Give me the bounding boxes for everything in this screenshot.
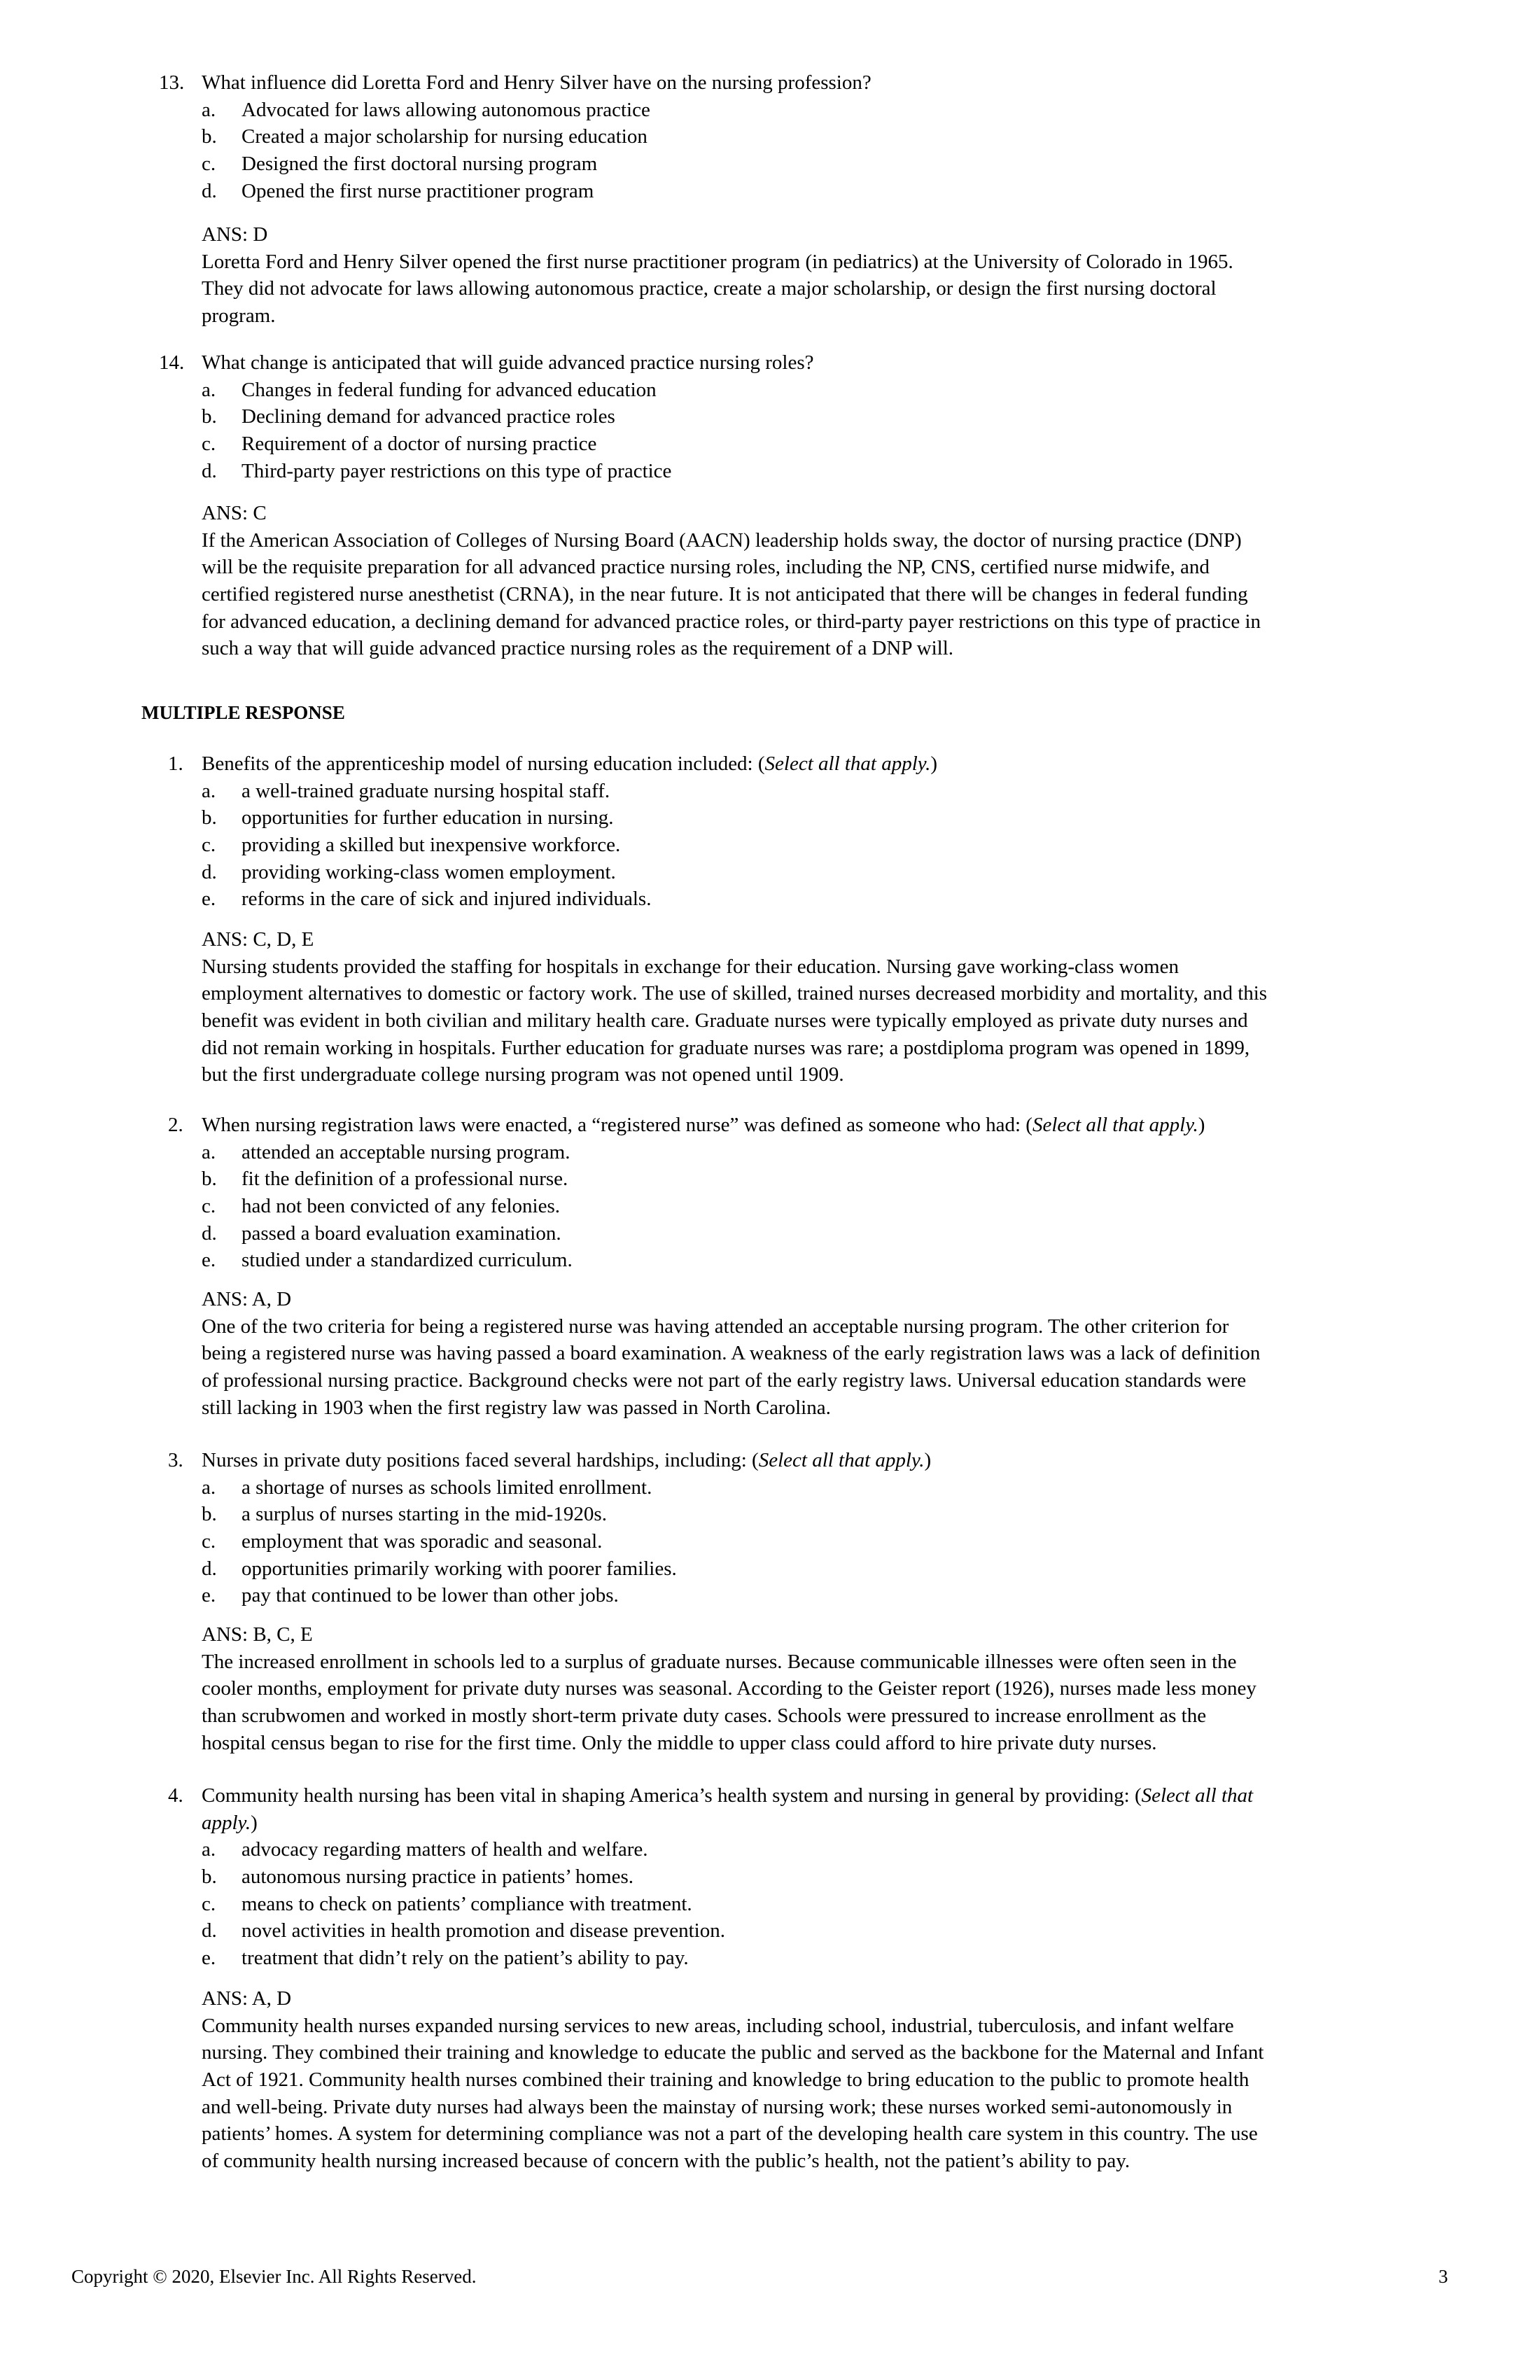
option-a: a. attended an acceptable nursing program. xyxy=(202,1140,570,1163)
option-d: d. passed a board evaluation examination. xyxy=(202,1222,561,1245)
rationale-line: being a registered nurse was having passed a board examination. A weakness of the early registration laws was a lack of definition xyxy=(202,1342,1261,1365)
answer-key: ANS: A, D xyxy=(202,1288,292,1310)
option-a: a. Changes in federal funding for advanced education xyxy=(202,378,657,401)
answer-key: ANS: D xyxy=(202,223,268,246)
rationale-line: of community health nursing increased because of concern with the public’s health, not the patient’s ability to pay. xyxy=(202,2150,1130,2173)
rationale-line: will be the requisite preparation for all advanced practice nursing roles, including the NP, CNS, certified nurse midwife, and xyxy=(202,556,1210,579)
rationale-line: cooler months, employment for private duty nurses was seasonal. According to the Geister report (1926), nurses made less money xyxy=(202,1677,1256,1700)
answer-key: ANS: C, D, E xyxy=(202,928,314,951)
rationale-line: They did not advocate for laws allowing autonomous practice, create a major scholarship, or design the first nursing doctoral xyxy=(202,277,1217,300)
page-number: 3 xyxy=(1438,2266,1448,2287)
option-b: b. a surplus of nurses starting in the mid-1920s. xyxy=(202,1503,607,1526)
question-14 xyxy=(0,349,1540,484)
option-b: b. autonomous nursing practice in patients’ homes. xyxy=(202,1865,634,1889)
option-d: d. Opened the first nurse practitioner program xyxy=(202,179,594,202)
mr-answer-4 xyxy=(0,1985,1540,2175)
section-heading-block xyxy=(0,699,1540,727)
copyright-text: Copyright © 2020, Elsevier Inc. All Rights Reserved. xyxy=(71,2266,477,2287)
mr-question-4: 4. Community health nursing has been vital in shaping America’s health system and nursing in general by providing: (Select all that apply.) a. advocacy regarding matters of health and welfare. b. autonomous nursing practice in patients’ homes. c. means to check on patients’ compliance with treatment. d. novel activities in health promotion and disease prevention. e. treatment that didn’t rely on the patient’s ability to pay. xyxy=(0,1782,1540,1972)
rationale-line: nursing. They combined their training and knowledge to educate the public and served as the backbone for the Maternal and Infant xyxy=(202,2041,1264,2064)
rationale-line: One of the two criteria for being a registered nurse was having attended an acceptable nursing program. The other criterion for xyxy=(202,1315,1229,1338)
rationale-line: Nursing students provided the staffing for hospitals in exchange for their education. Nursing gave working-class women xyxy=(202,955,1179,978)
rationale-line: and well-being. Private duty nurses had always been the mainstay of nursing work; these nurses worked semi-autonomously in xyxy=(202,2095,1233,2118)
rationale-line: Community health nurses expanded nursing services to new areas, including school, industrial, tuberculosis, and infant welfare xyxy=(202,2014,1234,2037)
mr-answer-2 xyxy=(0,1286,1540,1421)
option-a: a. Advocated for laws allowing autonomous practice xyxy=(202,98,650,121)
option-a: a. advocacy regarding matters of health and welfare. xyxy=(202,1838,648,1861)
option-d: d. novel activities in health promotion and disease prevention. xyxy=(202,1919,725,1942)
rationale-line: still lacking in 1903 when the first registry law was passed in North Carolina. xyxy=(202,1396,831,1419)
mr-question-2 xyxy=(0,1112,1540,1274)
option-d: d. opportunities primarily working with poorer families. xyxy=(202,1557,677,1580)
rationale-line: program. xyxy=(202,304,276,328)
mr-question-3 xyxy=(0,1447,1540,1609)
option-b: b. Created a major scholarship for nursing education xyxy=(202,125,648,148)
answer-key: ANS: A, D xyxy=(202,1987,292,2010)
option-c: c. Requirement of a doctor of nursing practice xyxy=(202,433,597,456)
rationale-line: employment alternatives to domestic or factory work. The use of skilled, trained nurses decreased morbidity and mortality, and this xyxy=(202,982,1268,1005)
question-number: 3. xyxy=(168,1449,183,1471)
question-text: What influence did Loretta Ford and Henry Silver have on the nursing profession? xyxy=(202,71,872,94)
option-b: b. opportunities for further education in nursing. xyxy=(202,806,614,830)
option-c: c. had not been convicted of any felonies. xyxy=(202,1195,560,1218)
option-c: c. providing a skilled but inexpensive workforce. xyxy=(202,834,621,857)
answer-key: ANS: B, C, E xyxy=(202,1623,313,1646)
option-c: c. employment that was sporadic and seasonal. xyxy=(202,1530,603,1553)
rationale-line: did not remain working in hospitals. Further education for graduate nurses was rare; a postdiploma program was opened in 1899, xyxy=(202,1036,1250,1059)
rationale-line: hospital census began to rise for the first time. Only the middle to upper class could afford to hire private duty nurses. xyxy=(202,1731,1157,1754)
rationale-line: certified registered nurse anesthetist (CRNA), in the near future. It is not anticipated that there will be changes in federal funding xyxy=(202,583,1248,606)
option-e: e. pay that continued to be lower than other jobs. xyxy=(202,1584,619,1607)
question-text: Nurses in private duty positions faced several hardships, including: (Select all that apply.) xyxy=(202,1449,932,1471)
option-b: b. fit the definition of a professional nurse. xyxy=(202,1168,568,1191)
question-text: When nursing registration laws were enacted, a “registered nurse” was defined as someone who had: (Select all that apply.) xyxy=(202,1114,1205,1136)
question-number: 13. xyxy=(159,71,185,94)
question-13 xyxy=(0,69,1540,204)
section-heading: MULTIPLE RESPONSE xyxy=(141,702,345,723)
question-number: 14. xyxy=(159,351,185,374)
answer-key: ANS: C xyxy=(202,502,267,524)
mr-answer-3 xyxy=(0,1621,1540,1756)
rationale-line: Loretta Ford and Henry Silver opened the first nurse practitioner program (in pediatrics) at the University of Colorado in 1965. xyxy=(202,250,1233,273)
question-text: Community health nursing has been vital in shaping America’s health system and nursing in general by providing: (Select all that xyxy=(202,1784,1254,1807)
option-d: d. Third-party payer restrictions on this type of practice xyxy=(202,459,672,482)
option-d: d. providing working-class women employment. xyxy=(202,860,616,883)
question-number: 1. xyxy=(168,752,183,775)
rationale-line: The increased enrollment in schools led to a surplus of graduate nurses. Because communicable illnesses were often seen in the xyxy=(202,1650,1237,1673)
option-e: e. treatment that didn’t rely on the patient’s ability to pay. xyxy=(202,1947,689,1970)
option-e: e. reforms in the care of sick and injured individuals. xyxy=(202,888,652,911)
option-a: a. a shortage of nurses as schools limited enrollment. xyxy=(202,1476,652,1499)
rationale-line: benefit was evident in both civilian and military health care. Graduate nurses were typically employed as private duty nurses and xyxy=(202,1009,1248,1032)
rationale-line: of professional nursing practice. Background checks were not part of the early registry laws. Universal education standards were xyxy=(202,1369,1247,1392)
option-b: b. Declining demand for advanced practice roles xyxy=(202,405,615,428)
rationale-line: but the first undergraduate college nursing program was not opened until 1909. xyxy=(202,1063,844,1086)
option-e: e. studied under a standardized curriculum. xyxy=(202,1249,573,1272)
question-number: 2. xyxy=(168,1114,183,1136)
answer-13 xyxy=(0,221,1540,330)
mr-answer-1 xyxy=(0,926,1540,1088)
question-text: What change is anticipated that will guide advanced practice nursing roles? xyxy=(202,351,814,374)
answer-14 xyxy=(0,500,1540,662)
question-number: 4. xyxy=(168,1784,183,1807)
option-c: c. means to check on patients’ compliance with treatment. xyxy=(202,1892,692,1915)
rationale-line: If the American Association of Colleges of Nursing Board (AACN) leadership holds sway, the doctor of nursing practice (DNP) xyxy=(202,528,1242,552)
rationale-line: such a way that will guide advanced practice nursing roles as the requirement of a DNP will. xyxy=(202,637,954,660)
page-footer xyxy=(0,2263,1540,2290)
mr-question-1 xyxy=(0,750,1540,913)
option-c: c. Designed the first doctoral nursing program xyxy=(202,153,598,176)
question-text: Benefits of the apprenticeship model of nursing education included: (Select all that apply.) xyxy=(202,752,937,775)
option-a: a. a well-trained graduate nursing hospital staff. xyxy=(202,779,610,802)
rationale-line: for advanced education, a declining demand for advanced practice roles, or third-party payer restrictions on this type of practice in xyxy=(202,610,1261,633)
rationale-line: than scrubwomen and worked in mostly short-term private duty cases. Schools were pressured to increase enrollment as the xyxy=(202,1704,1207,1728)
rationale-line: patients’ homes. A system for determining compliance was not a part of the developing health care system in this country. The use xyxy=(202,2122,1258,2146)
rationale-line: Act of 1921. Community health nurses combined their training and knowledge to bring education to the public to promote health xyxy=(202,2068,1250,2092)
